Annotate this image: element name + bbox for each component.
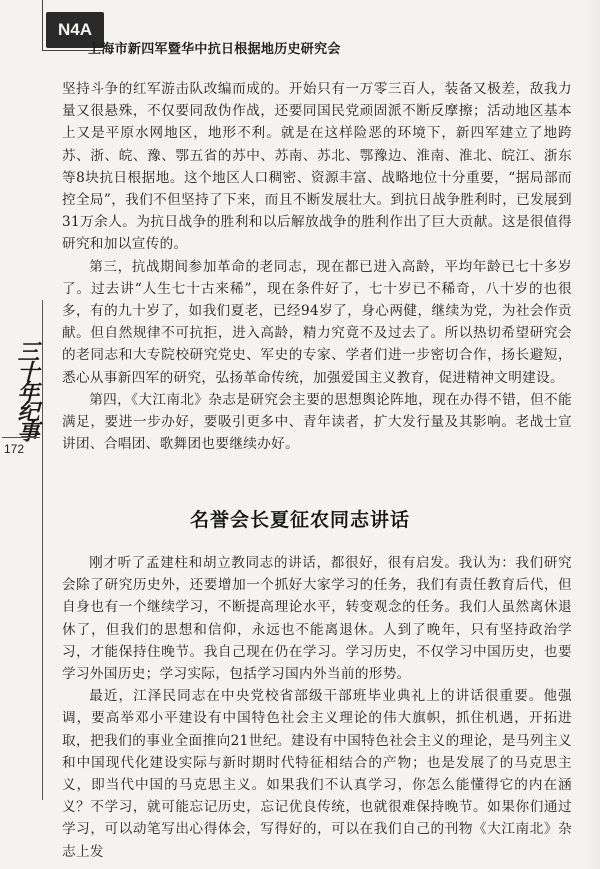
logo-text: N4A — [57, 20, 92, 39]
article-top-text — [62, 78, 572, 455]
section-body-text — [62, 552, 572, 863]
paragraph: 刚才听了孟建柱和胡立教同志的讲话，都很好，很有启发。我认为：我们研究会除了研究历史外，还要增加一个抓好大家学习的任务，我们有责任教育后代，但自身也有一个继续学习，不断提高理论水平，转变观念的任务。我们人虽然离休退休了，但我们的思想和信仰，永远也不能离退休。人到了晚年，只有坚持政治学习，才能保持住晚节。我自己现在仍在学习。学习历史，不仅学习中国历史，也要学习外国历史；学习实际，包括学习国内外当前的形势。 — [62, 555, 572, 683]
page-number: 172 — [4, 442, 25, 456]
paragraph: 第三，抗战期间参加革命的老同志，现在都已进入高龄，平均年龄已七十多岁了。过去讲“人生七十古来稀”，现在条件好了，七十岁已不稀奇，八十岁的也很多，有的九十岁了，如我们夏老，已经94岁了，身心两健，继续为党，为社会作贡献。但自然规律不可抗拒，进入高龄，精力究竟不及过去了。所以热切希望研究会的老同志和大专院校研究党史、军史的专家、学者们进一步密切合作，扬长避短，悉心从事新四军的研究，弘扬革命传统，加强爱国主义教育，促进精神文明建设。 — [62, 258, 572, 386]
page-edge-shading — [584, 0, 600, 869]
margin-column-title: 三十年纪事 — [14, 340, 40, 440]
paragraph: 坚持斗争的红军游击队改编而成的。开始只有一万零三百人，装备又极差，敌我力量又很悬殊，不仅要同敌伪作战，还要同国民党顽固派不断反摩擦；活动地区基本上又是平原水网地区，地形不利。就是在这样险恶的环境下，新四军建立了地跨苏、浙、皖、豫、鄂五省的苏中、苏南、苏北、鄂豫边、淮南、淮北、皖江、浙东等8块抗日根据地。这个地区人口稠密、资源丰富、战略地位十分重要，“据局部而控全局”，我们不但坚持了下来，而且不断发展壮大。到抗日战争胜利时，已发展到31万余人。为抗日战争的胜利和以后解放战争的胜利作出了巨大贡献。这是很值得研究和加以宣传的。 — [62, 81, 572, 253]
section-title: 名誉会长夏征农同志讲话 — [189, 509, 410, 531]
organization-name: 上海市新四军暨华中抗日根据地历史研究会 — [88, 42, 341, 57]
margin-rule — [42, 300, 43, 800]
page-number-rule — [2, 437, 40, 438]
paragraph: 最近，江泽民同志在中央党校省部级干部班毕业典礼上的讲话很重要。他强调，要高举邓小平建设有中国特色社会主义理论的伟大旗帜，抓住机遇，开拓进取，把我们的事业全面推向21世纪。建设有中国特色社会主义的理论，是马列主义和中国现代化建设实际与新时期时代特征相结合的产物；也是发展了的马克思主义，即当代中国的马克思主义。如果我们不认真学习，你怎么能懂得它的内在涵义？不学习，就可能忘记历史，忘记优良传统，也就很难保持晚节。如果你们通过学习，可以动笔写出心得体会，写得好的，可以在我们自己的刊物《大江南北》杂志上发 — [62, 688, 572, 860]
paragraph: 第四，《大江南北》杂志是研究会主要的思想舆论阵地，现在办得不错，但不能满足，要进一步办好，要吸引更多中、青年读者，扩大发行量及其影响。老战士宣讲团、合唱团、歌舞团也要继续办好。 — [62, 391, 572, 453]
